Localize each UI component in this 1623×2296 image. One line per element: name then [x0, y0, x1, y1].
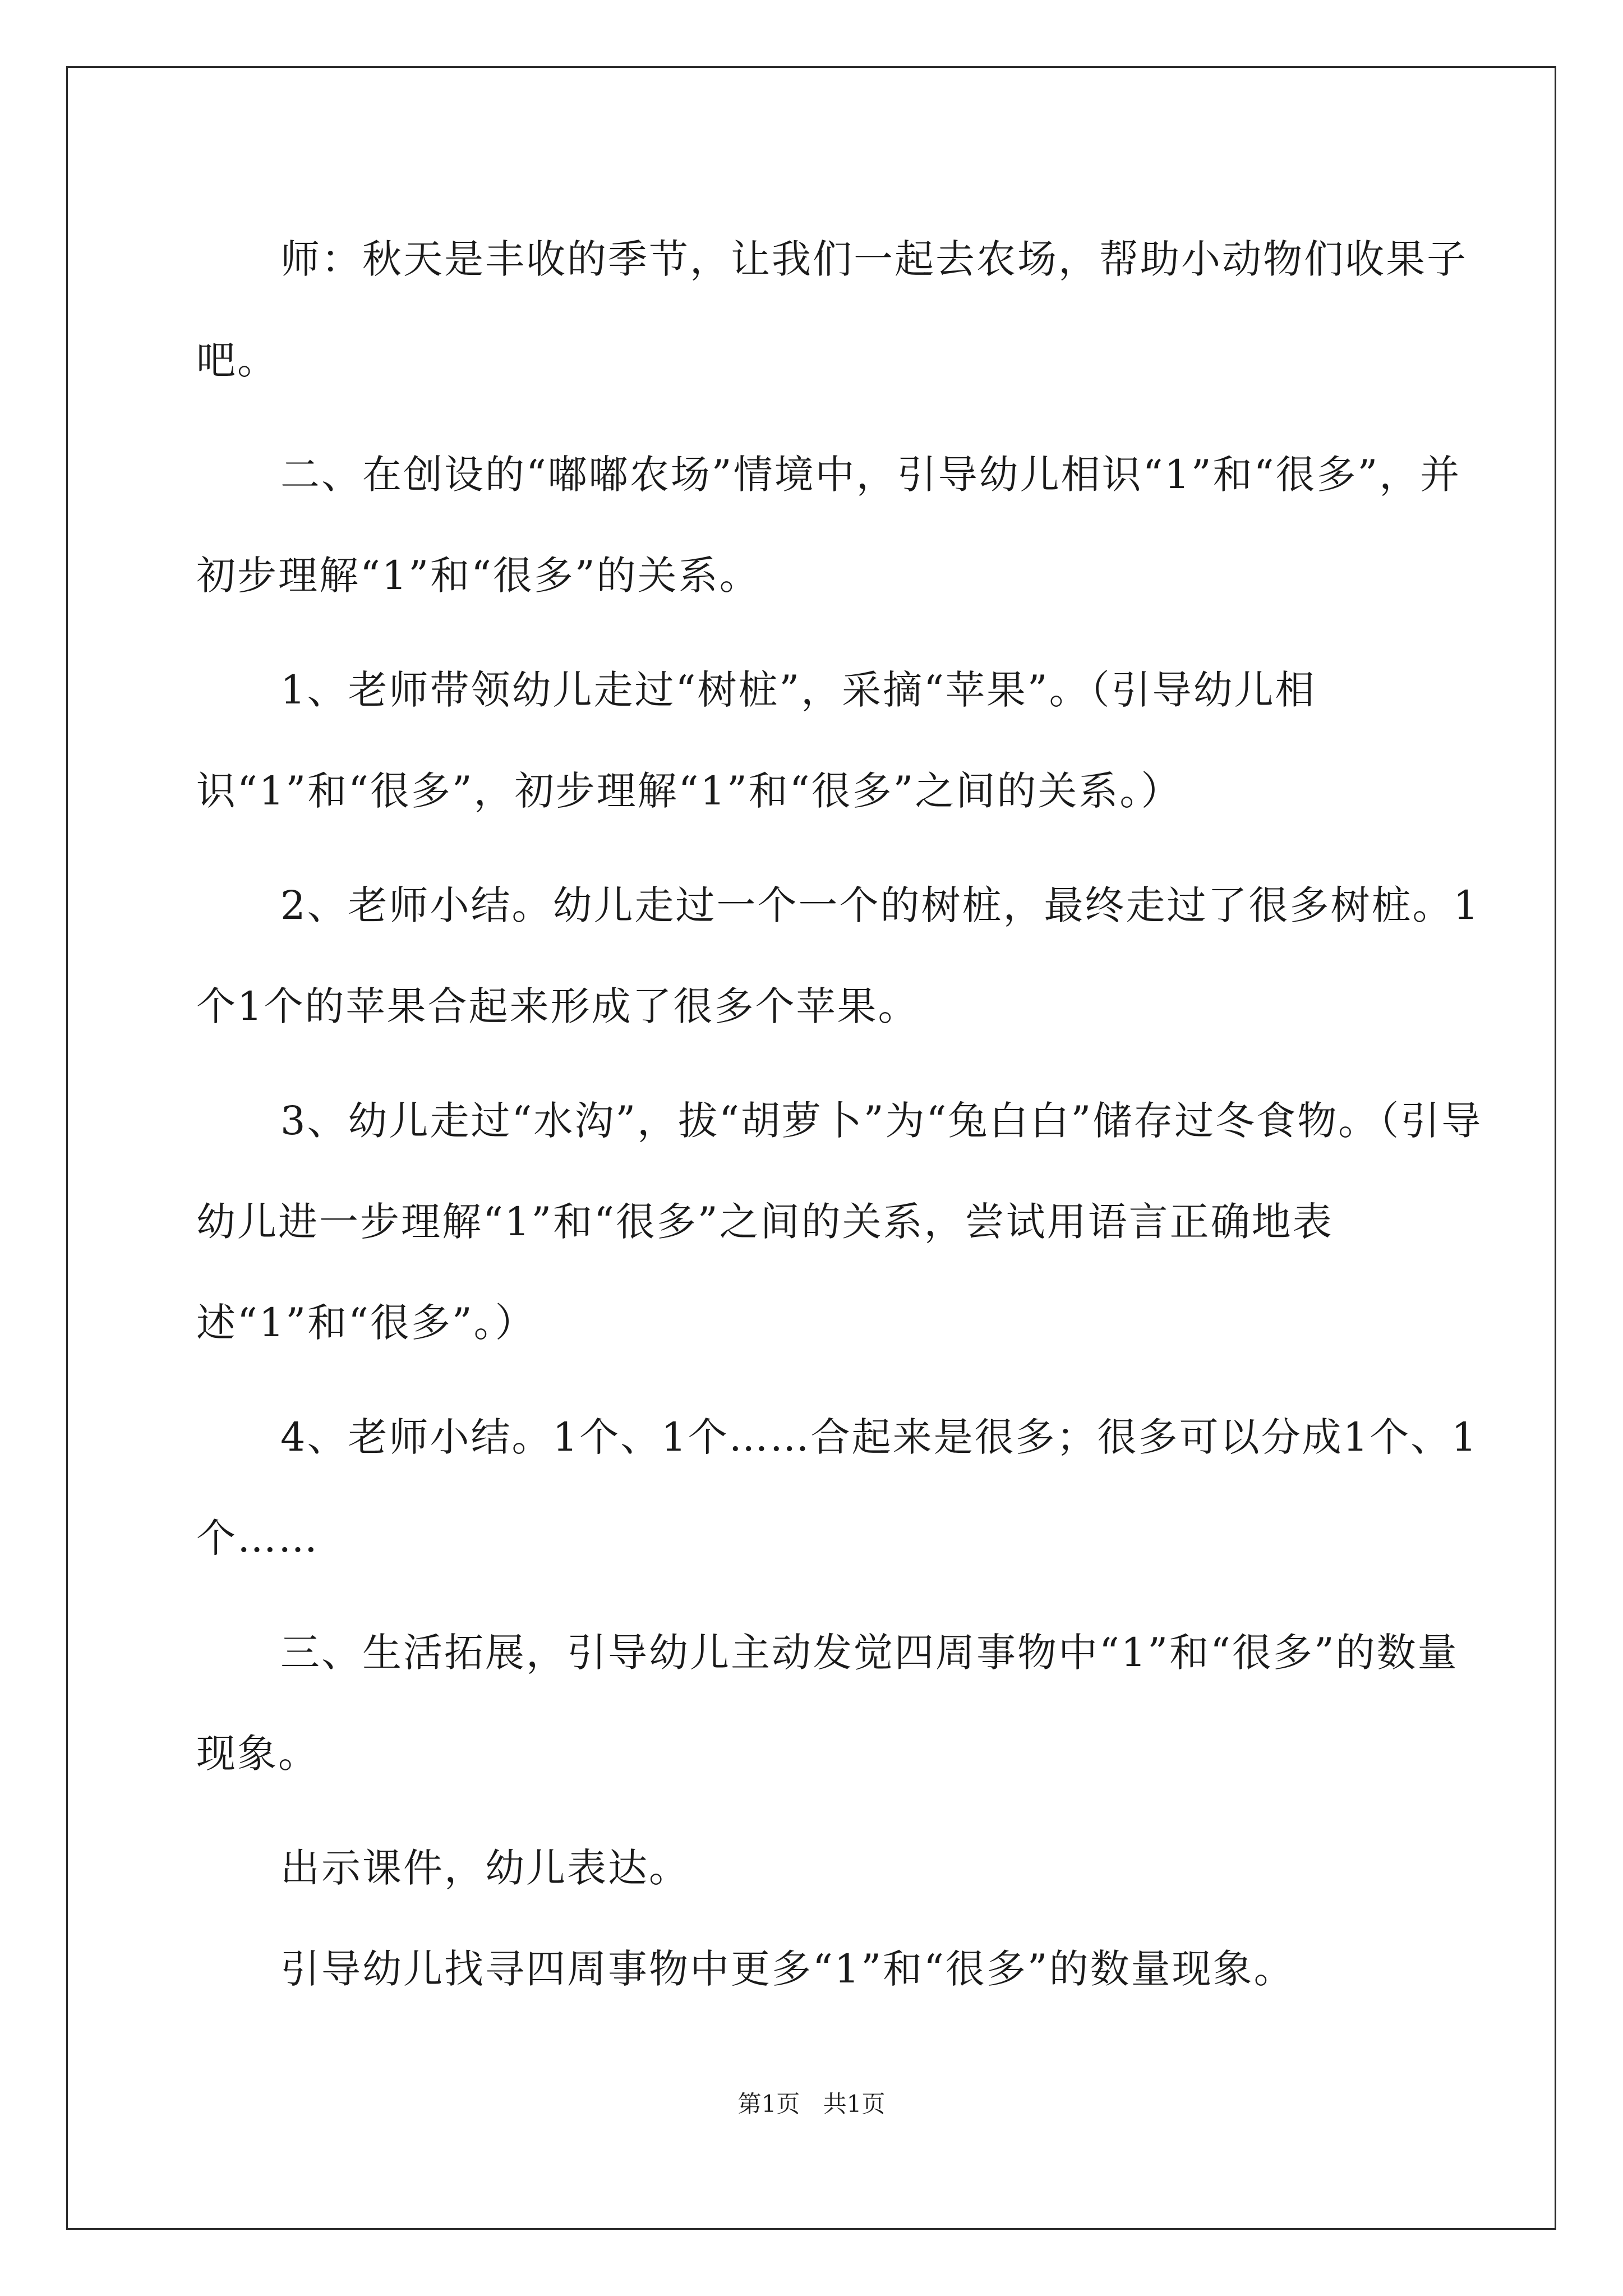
page-total: 共1页	[823, 2090, 886, 2118]
paragraph-section-two: 二、在创设的“嘟嘟农场”情境中，引导幼儿相识“1”和“很多”，并初步理解“1”和“很多”的关系。	[196, 452, 1461, 599]
paragraph-step-1: 1、老师带领幼儿走过“树桩”，采摘“苹果”。（引导幼儿相识“1”和“很多”，初步理解“1”和“很多”之间的关系。）	[196, 667, 1316, 814]
page-number: 第1页	[737, 2090, 800, 2118]
paragraph-guide: 引导幼儿找寻四周事物中更多“1”和“很多”的数量现象。	[280, 1946, 1295, 1992]
paragraph-intro: 师：秋天是丰收的季节，让我们一起去农场，帮助小动物们收果子吧。	[196, 236, 1468, 383]
paragraph-section-three: 三、生活拓展，引导幼儿主动发觉四周事物中“1”和“很多”的数量现象。	[196, 1630, 1459, 1777]
paragraph-step-4: 4、老师小结。1个、1个……合起来是很多；很多可以分成1个、1个……	[196, 1414, 1478, 1561]
paragraph-courseware: 出示课件，幼儿表达。	[280, 1845, 690, 1891]
document-body	[196, 209, 1492, 2019]
paragraph-step-3: 3、幼儿走过“水沟”，拔“胡萝卜”为“兔白白”储存过冬食物。（引导幼儿进一步理解“1”和“很多”之间的关系，尝试用语言正确地表述“1”和“很多”。）	[196, 1098, 1483, 1346]
page-footer	[0, 2086, 1623, 2119]
paragraph-step-2: 2、老师小结。幼儿走过一个一个的树桩，最终走过了很多树桩。1个1个的苹果合起来形成了很多个苹果。	[196, 882, 1481, 1029]
